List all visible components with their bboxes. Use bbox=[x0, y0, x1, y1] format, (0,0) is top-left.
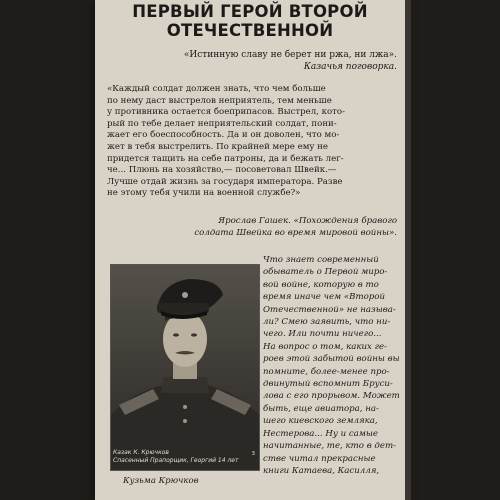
photo-caption bbox=[113, 449, 257, 465]
photo-number: 3 bbox=[251, 451, 255, 457]
body-line: вой войне, которую в то bbox=[263, 279, 379, 290]
body-line: На вопрос о том, каких ге- bbox=[263, 341, 387, 352]
body-text bbox=[263, 254, 403, 477]
page-edge bbox=[405, 0, 411, 500]
quote-line: жет в тебя выстрелить. По крайней мере ему не bbox=[107, 141, 328, 152]
photo-label: Кузьма Крючков bbox=[123, 476, 199, 486]
body-line: Отечественной» не называ- bbox=[263, 304, 396, 315]
body-line: шего киевского земляка, bbox=[263, 416, 378, 427]
quote-line: у противника остается боеприпасов. Выстрел, кото- bbox=[107, 107, 346, 118]
quote-source-line: солдата Швейка во время мировой войны». bbox=[194, 227, 397, 238]
quote-line: «Каждый солдат должен знать, что чем больше bbox=[107, 84, 326, 94]
body-line: чего. Или почти ничего... bbox=[263, 329, 382, 340]
photo-caption-line: Спасенный Прапорщик, Георгий 14 лет bbox=[113, 457, 239, 464]
quote-source-line: Ярослав Гашек. «Похождения бравого bbox=[218, 216, 397, 226]
body-line: роев этой забытой войны вы bbox=[263, 354, 400, 365]
body-line: начитанные, те, кто в дет- bbox=[263, 441, 397, 452]
body-line: помните, более-менее про- bbox=[263, 366, 390, 377]
quote-line: Лучше отдай жизнь за государя императора. Разве bbox=[107, 176, 343, 187]
photo-caption-line: Казак К. Крючков bbox=[113, 449, 169, 456]
body-line: Что знает современный bbox=[263, 255, 379, 265]
body-line: стве читал прекрасные bbox=[263, 453, 376, 464]
quote-line: придется тащить на себе патроны, да и бежать лег- bbox=[107, 153, 344, 164]
book-page bbox=[95, 0, 405, 500]
chapter-title bbox=[95, 2, 405, 40]
body-line: время иначе чем «Второй bbox=[263, 292, 386, 303]
chapter-title-line: ОТЕЧЕСТВЕННОЙ bbox=[166, 21, 334, 40]
epigraph-proverb-source: Казачья поговорка. bbox=[303, 62, 397, 72]
quote-line: че... Плюнь на хозяйство,— посоветовал Швейк.— bbox=[107, 165, 337, 176]
body-line: лова с его прорывом. Может bbox=[263, 391, 400, 402]
body-line: двинутый вспомнит Бруси- bbox=[263, 379, 393, 390]
epigraph-proverb-text: «Истинную славу не берет ни ржа, ни лжа». bbox=[183, 50, 397, 60]
quote-line: рый по тебе делает неприятельский солдат, пони- bbox=[107, 118, 337, 129]
epigraph-quote bbox=[107, 84, 397, 200]
body-line: обыватель о Первой миро- bbox=[263, 267, 388, 278]
soldier-portrait-image bbox=[111, 265, 259, 470]
body-line: Нестерова... Ну и самые bbox=[263, 428, 378, 439]
body-line: ли? Смею заявить, что ни- bbox=[263, 317, 391, 328]
quote-line: жает его боеспособность. Да и он доволен, что мо- bbox=[107, 130, 340, 141]
body-line: быть, еще авиатора, на- bbox=[263, 403, 379, 414]
quote-source bbox=[194, 216, 397, 239]
body-line: книги Катаева, Касилля, bbox=[263, 465, 380, 476]
chapter-title-line: ПЕРВЫЙ ГЕРОЙ ВТОРОЙ bbox=[132, 2, 368, 21]
portrait-photo bbox=[110, 264, 260, 471]
epigraph-proverb bbox=[184, 49, 397, 73]
quote-line: не этому тебя учили на военной службе?» bbox=[107, 188, 301, 199]
quote-line: по нему даст выстрелов неприятель, тем меньше bbox=[107, 95, 332, 106]
